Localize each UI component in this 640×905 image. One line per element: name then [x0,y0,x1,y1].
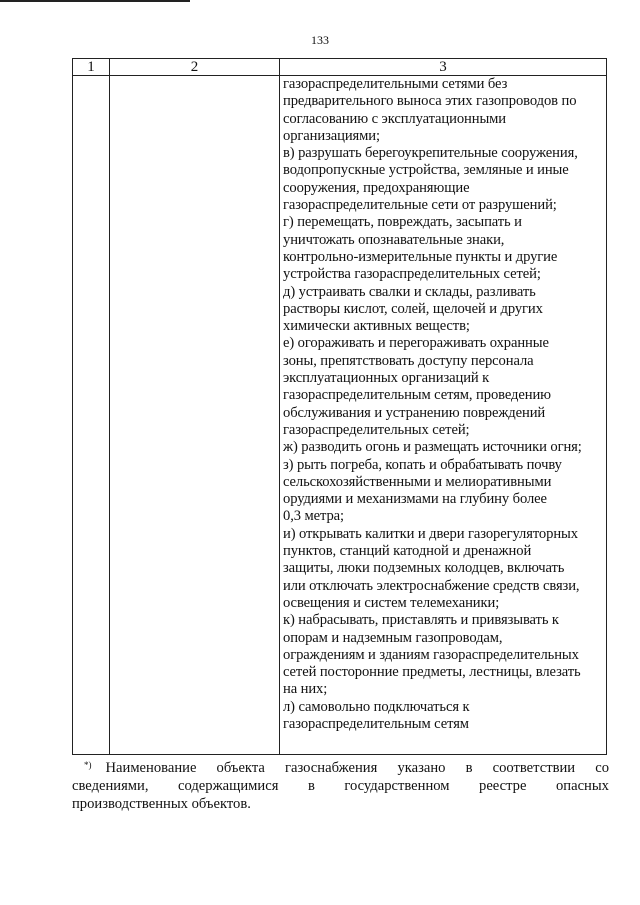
footnote-line-3: производственных объектов. [72,796,251,812]
text-line: в) разрушать берегоукрепительные сооружения, [283,145,578,162]
column-header-1: 1 [73,59,110,76]
text-line: ж) разводить огонь и размещать источники огня; [283,439,582,456]
footnote-word: сведениями, [72,778,149,794]
footnote-word: Наименование [105,760,197,776]
table-row [73,76,607,755]
text-line: сооружения, предохраняющие [283,179,470,196]
text-line: устройства газораспределительных сетей; [283,266,541,283]
document-table [72,58,607,755]
footnote-first-word-group [84,759,196,777]
text-line: организациями; [283,127,380,144]
footnote-word: содержащимися [178,778,279,794]
footnote-word: опасных [555,778,609,794]
text-line: химически активных веществ; [283,318,470,335]
text-line: орудиями и механизмами на глубину более [283,491,547,508]
footnote-line-1 [84,759,609,777]
text-line: газораспределительных сетей; [283,421,470,438]
text-line: эксплуатационных организаций к [283,370,490,387]
footnote-mark: *) [84,760,92,770]
text-line: пунктов, станций катодной и дренажной [283,543,532,560]
restrictions-text [280,76,606,733]
footnote-word: газоснабжения [285,760,378,776]
footnote-word: государственном [344,778,450,794]
footnote-word: в [465,760,473,776]
text-line: 0,3 метра; [283,508,344,525]
text-line: газораспределительным сетям, проведению [283,387,551,404]
text-line: л) самовольно подключаться к [283,698,470,715]
text-line: сельскохозяйственными и мелиоративными [283,473,552,490]
text-line: е) огораживать и перегораживать охранные [283,335,549,352]
text-line: предварительного выноса этих газопроводов по [283,93,577,110]
text-line: опорам и надземным газопроводам, [283,629,503,646]
cell-column-1 [73,76,110,755]
text-line: сетей посторонние предметы, лестницы, влезать [283,664,581,681]
footnote-word: указано [397,760,446,776]
column-header-3: 3 [280,59,607,76]
text-line: ограждениям и зданиям газораспределительных [283,646,579,663]
column-header-2: 2 [110,59,280,76]
footnote-word: реестре [479,778,527,794]
footnote-word: объекта [216,760,265,776]
footnote-word: со [595,760,609,776]
top-rule [0,0,190,2]
text-line: или отключать электроснабжение средств связи, [283,577,580,594]
text-line: на них; [283,681,328,698]
text-line: газораспределительные сети от разрушений; [283,197,557,214]
text-line: зоны, препятствовать доступу персонала [283,352,534,369]
text-line: водопропускные устройства, земляные и иные [283,162,569,179]
text-line: уничтожать опознавательные знаки, [283,231,505,248]
table-header-row [73,59,607,76]
text-line: контрольно-измерительные пункты и другие [283,248,558,265]
text-line: освещения и систем телемеханики; [283,594,500,611]
footnote-line-2 [72,777,609,795]
text-line: газораспределительным сетям [283,715,469,732]
footnote [72,759,609,813]
text-line: обслуживания и устранению повреждений [283,404,546,421]
cell-column-3 [280,76,607,755]
text-line: з) рыть погреба, копать и обрабатывать почву [283,456,562,473]
text-line: газораспределительными сетями без [283,76,508,92]
page-number: 133 [311,33,329,47]
text-line: растворы кислот, солей, щелочей и других [283,300,543,317]
text-line: и) открывать калитки и двери газорегуляторных [283,525,578,542]
cell-column-2 [110,76,280,755]
text-line: г) перемещать, повреждать, засыпать и [283,214,522,231]
text-line: д) устраивать свалки и склады, разливать [283,283,536,300]
footnote-word: в [307,778,315,794]
text-line: к) набрасывать, приставлять и привязывать к [283,612,559,629]
text-line: защиты, люки подземных колодцев, включать [283,560,565,577]
text-line: согласованию с эксплуатационными [283,110,507,127]
footnote-word: соответствии [492,760,576,776]
